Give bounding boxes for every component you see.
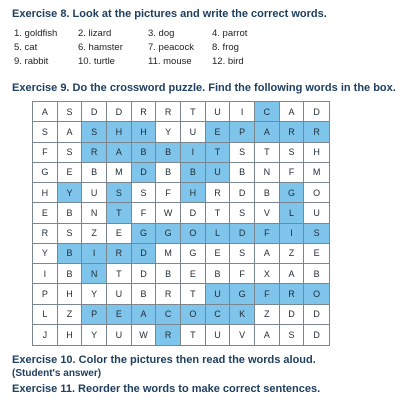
grid-letter-cell: M bbox=[107, 163, 132, 183]
word-list-item: 8. frog bbox=[212, 42, 239, 53]
grid-letter-cell: Y bbox=[33, 244, 58, 264]
grid-letter-cell: B bbox=[304, 264, 329, 284]
grid-letter-cell: B bbox=[58, 203, 83, 223]
word-list-item: 12. bird bbox=[212, 56, 244, 67]
grid-letter-cell: A bbox=[33, 102, 58, 122]
grid-letter-cell: D bbox=[82, 102, 107, 122]
grid-letter-cell: U bbox=[82, 183, 107, 203]
grid-letter-cell: Z bbox=[58, 305, 83, 325]
exercise-11-title: Exercise 11. Reorder the words to make correct sentences. bbox=[12, 383, 321, 395]
grid-letter-cell: S bbox=[280, 143, 305, 163]
grid-letter-cell: U bbox=[181, 122, 206, 142]
grid-letter-cell: W bbox=[132, 325, 157, 345]
word-list-item: 1. goldfish bbox=[14, 28, 58, 39]
grid-letter-cell: W bbox=[156, 203, 181, 223]
grid-letter-cell: T bbox=[255, 143, 280, 163]
word-list-item: 7. peacock bbox=[148, 42, 194, 53]
grid-letter-cell: S bbox=[230, 203, 255, 223]
grid-letter-cell: E bbox=[107, 305, 132, 325]
grid-letter-cell: O bbox=[181, 224, 206, 244]
grid-letter-cell: V bbox=[230, 325, 255, 345]
grid-letter-cell: B bbox=[132, 143, 157, 163]
grid-letter-cell: U bbox=[206, 325, 231, 345]
grid-letter-cell: R bbox=[206, 183, 231, 203]
grid-letter-cell: A bbox=[255, 122, 280, 142]
grid-letter-cell: D bbox=[230, 224, 255, 244]
grid-letter-cell: H bbox=[33, 183, 58, 203]
grid-letter-cell: T bbox=[181, 325, 206, 345]
grid-letter-cell: S bbox=[280, 325, 305, 345]
grid-letter-cell: T bbox=[206, 143, 231, 163]
grid-letter-cell: R bbox=[280, 284, 305, 304]
grid-letter-cell: M bbox=[304, 163, 329, 183]
grid-letter-cell: E bbox=[107, 224, 132, 244]
grid-letter-cell: H bbox=[181, 183, 206, 203]
grid-letter-cell: D bbox=[304, 102, 329, 122]
grid-letter-cell: B bbox=[82, 163, 107, 183]
grid-letter-cell: G bbox=[156, 224, 181, 244]
grid-letter-cell: S bbox=[230, 143, 255, 163]
grid-letter-cell: G bbox=[181, 244, 206, 264]
grid-letter-cell: U bbox=[206, 102, 231, 122]
grid-letter-cell: H bbox=[107, 122, 132, 142]
grid-letter-cell: R bbox=[33, 224, 58, 244]
grid-letter-cell: D bbox=[304, 305, 329, 325]
grid-letter-cell: A bbox=[255, 325, 280, 345]
exercise-10-note: (Student's answer) bbox=[12, 368, 102, 379]
grid-letter-cell: C bbox=[206, 305, 231, 325]
grid-letter-cell: R bbox=[132, 102, 157, 122]
grid-letter-cell: X bbox=[255, 264, 280, 284]
grid-letter-cell: E bbox=[206, 122, 231, 142]
grid-letter-cell: B bbox=[206, 264, 231, 284]
grid-letter-cell: B bbox=[132, 284, 157, 304]
grid-letter-cell: E bbox=[304, 244, 329, 264]
grid-letter-cell: S bbox=[107, 183, 132, 203]
grid-letter-cell: S bbox=[58, 143, 83, 163]
grid-letter-cell: B bbox=[230, 163, 255, 183]
grid-letter-cell: D bbox=[132, 264, 157, 284]
grid-letter-cell: R bbox=[280, 122, 305, 142]
grid-letter-cell: D bbox=[107, 102, 132, 122]
grid-letter-cell: Z bbox=[255, 305, 280, 325]
grid-letter-cell: B bbox=[156, 143, 181, 163]
grid-letter-cell: D bbox=[181, 203, 206, 223]
grid-letter-cell: A bbox=[255, 244, 280, 264]
word-list-item: 4. parrot bbox=[212, 28, 248, 39]
grid-letter-cell: S bbox=[82, 122, 107, 142]
grid-letter-cell: O bbox=[304, 183, 329, 203]
grid-letter-cell: E bbox=[206, 244, 231, 264]
grid-letter-cell: T bbox=[181, 284, 206, 304]
grid-letter-cell: D bbox=[132, 163, 157, 183]
grid-letter-cell: U bbox=[206, 284, 231, 304]
word-search-grid bbox=[32, 101, 330, 346]
grid-letter-cell: I bbox=[230, 102, 255, 122]
grid-letter-cell: R bbox=[107, 244, 132, 264]
grid-letter-cell: F bbox=[280, 163, 305, 183]
grid-letter-cell: O bbox=[181, 305, 206, 325]
grid-letter-cell: O bbox=[304, 284, 329, 304]
grid-letter-cell: H bbox=[132, 122, 157, 142]
grid-letter-cell: R bbox=[82, 143, 107, 163]
word-list-item: 2. lizard bbox=[78, 28, 112, 39]
grid-letter-cell: L bbox=[280, 203, 305, 223]
grid-letter-cell: U bbox=[107, 325, 132, 345]
grid-letter-cell: G bbox=[280, 183, 305, 203]
grid-letter-cell: J bbox=[33, 325, 58, 345]
word-list-item: 5. cat bbox=[14, 42, 38, 53]
grid-letter-cell: I bbox=[280, 224, 305, 244]
grid-letter-cell: Y bbox=[156, 122, 181, 142]
grid-letter-cell: F bbox=[156, 183, 181, 203]
grid-letter-cell: L bbox=[33, 305, 58, 325]
grid-letter-cell: F bbox=[230, 264, 255, 284]
grid-letter-cell: N bbox=[82, 203, 107, 223]
grid-letter-cell: U bbox=[206, 163, 231, 183]
grid-letter-cell: D bbox=[132, 244, 157, 264]
grid-letter-cell: T bbox=[107, 203, 132, 223]
exercise-8-title: Exercise 8. Look at the pictures and write the correct words. bbox=[12, 8, 327, 20]
grid-letter-cell: B bbox=[181, 163, 206, 183]
grid-letter-cell: T bbox=[206, 203, 231, 223]
grid-letter-cell: R bbox=[304, 122, 329, 142]
grid-letter-cell: A bbox=[280, 102, 305, 122]
grid-letter-cell: H bbox=[304, 143, 329, 163]
grid-letter-cell: Z bbox=[82, 224, 107, 244]
grid-letter-cell: S bbox=[33, 122, 58, 142]
grid-letter-cell: G bbox=[132, 224, 157, 244]
grid-letter-cell: R bbox=[156, 284, 181, 304]
grid-letter-cell: H bbox=[58, 284, 83, 304]
word-list-item: 10. turtle bbox=[78, 56, 115, 67]
grid-letter-cell: Z bbox=[280, 244, 305, 264]
grid-letter-cell: R bbox=[156, 325, 181, 345]
grid-letter-cell: U bbox=[304, 203, 329, 223]
grid-letter-cell: S bbox=[58, 102, 83, 122]
word-list-item: 11. mouse bbox=[148, 56, 192, 67]
grid-letter-cell: E bbox=[181, 264, 206, 284]
grid-letter-cell: H bbox=[58, 325, 83, 345]
grid-letter-cell: L bbox=[206, 224, 231, 244]
grid-letter-cell: A bbox=[58, 122, 83, 142]
grid-letter-cell: C bbox=[255, 102, 280, 122]
grid-letter-cell: B bbox=[58, 244, 83, 264]
grid-letter-cell: F bbox=[33, 143, 58, 163]
grid-letter-cell: B bbox=[156, 264, 181, 284]
grid-letter-cell: D bbox=[280, 305, 305, 325]
grid-letter-cell: I bbox=[82, 244, 107, 264]
grid-letter-cell: Y bbox=[82, 284, 107, 304]
grid-letter-cell: T bbox=[107, 264, 132, 284]
grid-letter-cell: R bbox=[156, 102, 181, 122]
grid-letter-cell: S bbox=[304, 224, 329, 244]
grid-letter-cell: E bbox=[58, 163, 83, 183]
grid-letter-cell: D bbox=[313, 329, 320, 340]
grid-letter-cell: N bbox=[255, 163, 280, 183]
grid-letter-cell: C bbox=[156, 305, 181, 325]
grid-letter-cell: V bbox=[255, 203, 280, 223]
grid-letter-cell: P bbox=[82, 305, 107, 325]
grid-letter-cell: E bbox=[33, 203, 58, 223]
grid-letter-cell: I bbox=[181, 143, 206, 163]
grid-letter-cell: U bbox=[107, 284, 132, 304]
grid-letter-cell: S bbox=[58, 224, 83, 244]
grid-letter-cell: I bbox=[33, 264, 58, 284]
grid-letter-cell: B bbox=[255, 183, 280, 203]
word-list-item: 6. hamster bbox=[78, 42, 123, 53]
grid-letter-cell: G bbox=[33, 163, 58, 183]
grid-letter-cell: K bbox=[230, 305, 255, 325]
grid-letter-cell: F bbox=[255, 284, 280, 304]
grid-letter-cell: B bbox=[156, 163, 181, 183]
grid-letter-cell: S bbox=[230, 244, 255, 264]
exercise-9-title: Exercise 9. Do the crossword puzzle. Find the following words in the box. bbox=[12, 82, 396, 94]
grid-letter-cell: S bbox=[132, 183, 157, 203]
word-list-item: 3. dog bbox=[148, 28, 175, 39]
grid-letter-cell: T bbox=[181, 102, 206, 122]
grid-letter-cell: Y bbox=[82, 325, 107, 345]
grid-letter-cell: F bbox=[132, 203, 157, 223]
grid-letter-cell: N bbox=[82, 264, 107, 284]
exercise-10-title: Exercise 10. Color the pictures then read the words aloud. bbox=[12, 354, 316, 366]
grid-letter-cell: B bbox=[58, 264, 83, 284]
grid-letter-cell: A bbox=[280, 264, 305, 284]
grid-letter-cell: P bbox=[33, 284, 58, 304]
grid-letter-cell: D bbox=[230, 183, 255, 203]
grid-letter-cell: M bbox=[156, 244, 181, 264]
grid-letter-cell: G bbox=[230, 284, 255, 304]
grid-letter-cell: F bbox=[255, 224, 280, 244]
exercise-8-word-list bbox=[14, 28, 276, 67]
grid-letter-cell: A bbox=[107, 143, 132, 163]
grid-letter-cell: A bbox=[132, 305, 157, 325]
word-list-item: 9. rabbit bbox=[14, 56, 49, 67]
grid-letter-cell: P bbox=[230, 122, 255, 142]
grid-letter-cell: Y bbox=[58, 183, 83, 203]
